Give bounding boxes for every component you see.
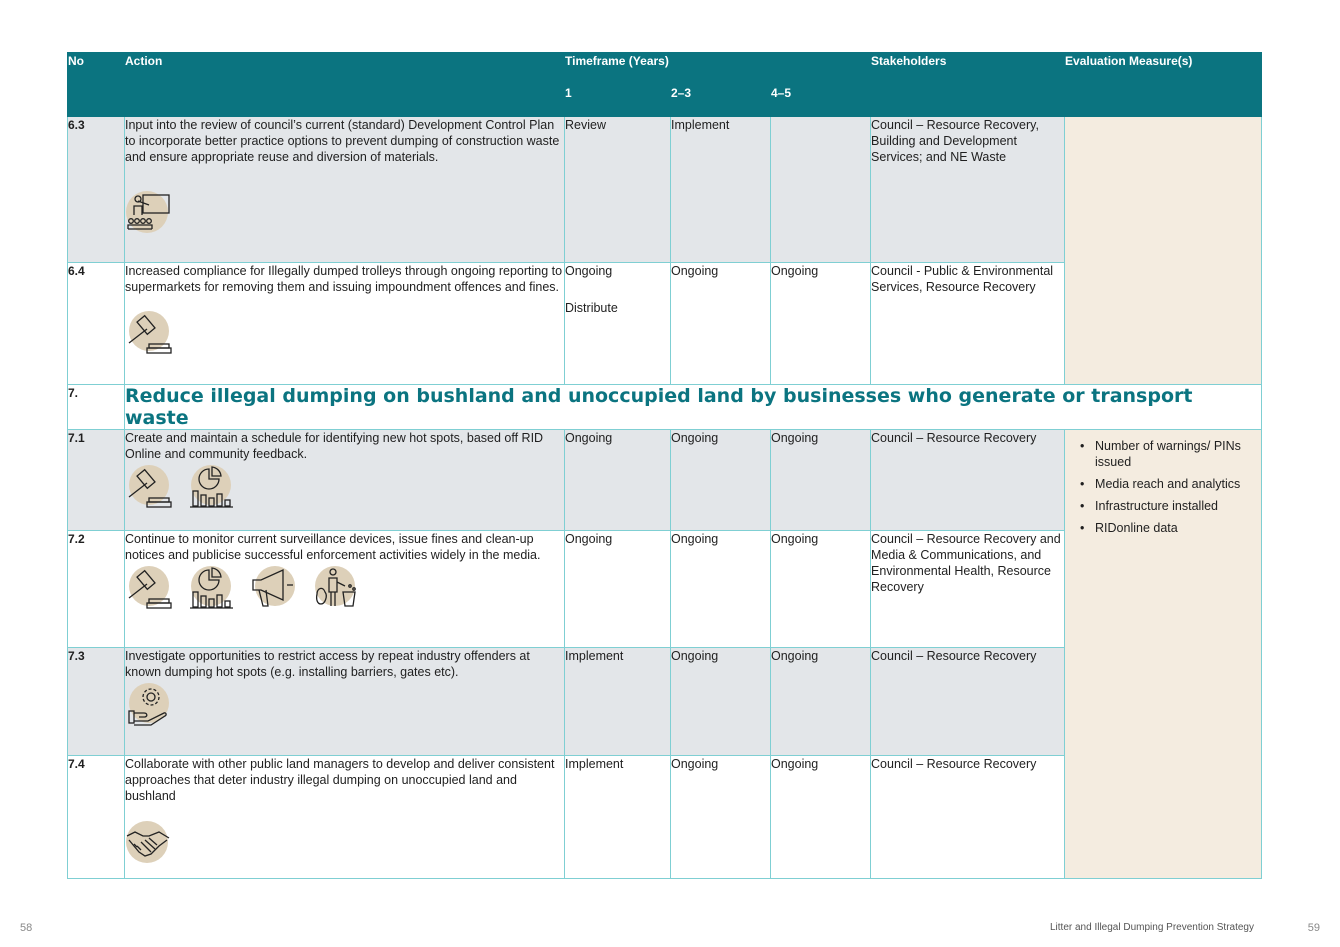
- col-header-year-1: 1: [565, 85, 671, 117]
- action-text: Increased compliance for Illegally dumped trolleys through ongoing reporting to supermarkets for removing them and issuing impoundment offences and fines.: [125, 264, 563, 294]
- action-text: Create and maintain a schedule for identifying new hot spots, based off RID Online and community feedback.: [125, 431, 544, 461]
- action-cell: [125, 648, 565, 756]
- col-header-timeframe: Timeframe (Years): [565, 53, 871, 85]
- gavel-enforcement-icon: [125, 465, 173, 511]
- evaluation-list: [1065, 430, 1261, 536]
- evaluation-item: • Number of warnings/ PINs issued: [1095, 438, 1251, 470]
- timeframe-year-1: Implement: [565, 648, 671, 756]
- timeframe-year-4-5: Ongoing: [771, 648, 871, 756]
- section-number: 7.: [68, 385, 125, 430]
- gavel-enforcement-icon: [125, 311, 173, 357]
- left-page-number: 58: [20, 922, 33, 934]
- col-header-action: Action: [125, 53, 565, 117]
- education-presentation-icon: [125, 189, 173, 235]
- timeframe-year-2-3: Ongoing: [671, 531, 771, 648]
- person-bin-icon: [311, 566, 359, 612]
- evaluation-item: • RIDonline data: [1095, 520, 1251, 536]
- handshake-icon: [125, 820, 173, 866]
- action-cell: [125, 117, 565, 263]
- row-number: 7.3: [68, 648, 125, 756]
- timeframe-year-4-5: Ongoing: [771, 531, 871, 648]
- timeframe-year-1: Implement: [565, 756, 671, 879]
- timeframe-year-1: [565, 263, 671, 385]
- stakeholders-cell: Council – Resource Recovery: [871, 648, 1065, 756]
- timeframe-year-2-3: Ongoing: [671, 263, 771, 385]
- action-cell: [125, 756, 565, 879]
- table-row: [68, 117, 1262, 263]
- action-text: Input into the review of council’s current (standard) Development Control Plan to incorporate better practice options to prevent dumping of construction waste and ensure appropriate reuse and diversion of materials.: [125, 118, 560, 164]
- action-plan-table: [67, 52, 1262, 879]
- data-chart-icon: [187, 465, 235, 511]
- section-title: Reduce illegal dumping on bushland and unoccupied land by businesses who generate or transport waste: [125, 385, 1262, 430]
- evaluation-cell-6: [1065, 117, 1262, 385]
- timeframe-year-2-3: Ongoing: [671, 648, 771, 756]
- timeframe-year-1: Ongoing: [565, 531, 671, 648]
- row-number: 7.2: [68, 531, 125, 648]
- stakeholders-cell: Council - Public & Environmental Services, Resource Recovery: [871, 263, 1065, 385]
- timeframe-year-4-5: Ongoing: [771, 263, 871, 385]
- col-header-year-2-3: 2–3: [671, 85, 771, 117]
- action-cell: [125, 430, 565, 531]
- row-number: 6.3: [68, 117, 125, 263]
- table-row: [68, 430, 1262, 531]
- timeframe-year-4-5: Ongoing: [771, 756, 871, 879]
- timeframe-year-4-5: [771, 117, 871, 263]
- action-text: Collaborate with other public land managers to develop and deliver consistent approaches that deter industry illegal dumping on unoccupied land and bushland: [125, 757, 555, 803]
- timeframe-year-4-5: Ongoing: [771, 430, 871, 531]
- col-header-year-4-5: 4–5: [771, 85, 871, 117]
- col-header-no: No: [68, 53, 125, 117]
- timeframe-year-2-3: Implement: [671, 117, 771, 263]
- data-chart-icon: [187, 566, 235, 612]
- megaphone-icon: [249, 566, 297, 612]
- evaluation-item: • Media reach and analytics: [1095, 476, 1251, 492]
- col-header-stakeholders: Stakeholders: [871, 53, 1065, 117]
- stakeholders-cell: Council – Resource Recovery, Building and Development Services; and NE Waste: [871, 117, 1065, 263]
- right-page-number: 59: [1307, 922, 1320, 934]
- hand-gear-icon: [125, 683, 173, 729]
- timeframe-year-1: Ongoing: [565, 430, 671, 531]
- action-cell: [125, 531, 565, 648]
- evaluation-item: • Infrastructure installed: [1095, 498, 1251, 514]
- timeframe-year-1: Review: [565, 117, 671, 263]
- row-number: 7.1: [68, 430, 125, 531]
- row-number: 7.4: [68, 756, 125, 879]
- timeframe-year-2-3: Ongoing: [671, 756, 771, 879]
- timeframe-value: Ongoing: [565, 264, 613, 278]
- timeframe-value-secondary: Distribute: [565, 301, 618, 315]
- action-cell: [125, 263, 565, 385]
- document-title-footer: Litter and Illegal Dumping Prevention Strategy: [1049, 922, 1254, 933]
- gavel-enforcement-icon: [125, 566, 173, 612]
- evaluation-cell-7: [1065, 430, 1262, 879]
- action-text: Investigate opportunities to restrict access by repeat industry offenders at known dumping hot spots (e.g. installing barriers, gates etc).: [125, 649, 530, 679]
- col-header-evaluation: Evaluation Measure(s): [1065, 53, 1262, 117]
- stakeholders-cell: Council – Resource Recovery: [871, 756, 1065, 879]
- row-number: 6.4: [68, 263, 125, 385]
- section-row: [68, 385, 1262, 430]
- stakeholders-cell: Council – Resource Recovery and Media & Communications, and Environmental Health, Resource Recovery: [871, 531, 1065, 648]
- stakeholders-cell: Council – Resource Recovery: [871, 430, 1065, 531]
- action-text: Continue to monitor current surveillance devices, issue fines and clean-up notices and publicise successful enforcement activities widely in the media.: [125, 532, 541, 562]
- timeframe-year-2-3: Ongoing: [671, 430, 771, 531]
